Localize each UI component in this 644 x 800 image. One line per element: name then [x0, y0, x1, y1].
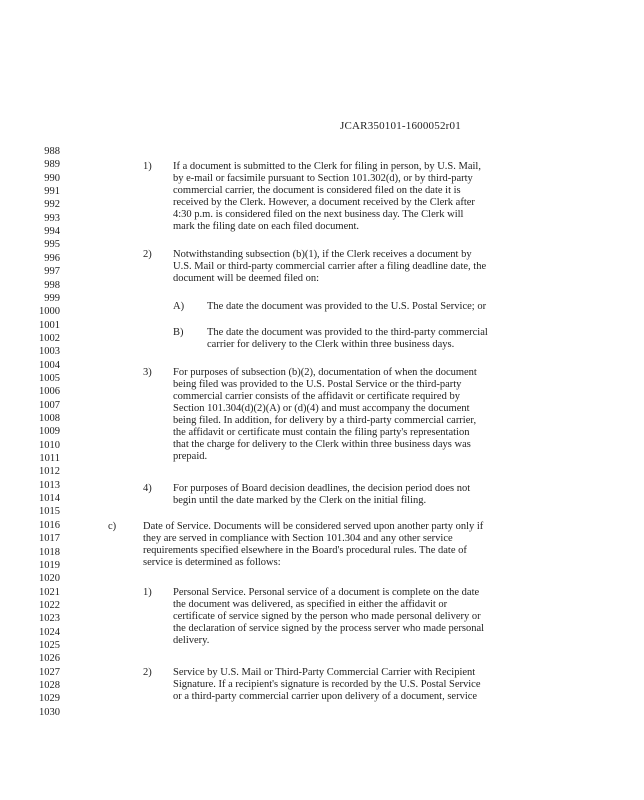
paragraph-c-line: service is determined as follows: — [143, 557, 281, 568]
paragraph-c2-line: Signature. If a recipient's signature is recorded by the U.S. Postal Service — [173, 679, 481, 690]
line-number: 1008 — [39, 413, 60, 424]
line-number: 1003 — [39, 346, 60, 358]
paragraph-b2-line: U.S. Mail or third-party commercial carrier after a filing deadline date, the — [173, 261, 487, 272]
line-number: 1010 — [39, 439, 60, 451]
paragraph-b3-line: Section 101.304(d)(2)(A) or (d)(4) and must accompany the document — [173, 403, 470, 414]
line-number: 1012 — [39, 466, 60, 478]
line-number: 1015 — [39, 506, 60, 518]
line-number: 1018 — [39, 546, 60, 558]
marker-b2: 2) — [143, 249, 152, 260]
line-number: 1027 — [39, 666, 60, 678]
marker-b4: 4) — [143, 483, 152, 494]
paragraph-b2b-line: The date the document was provided to the third-party commercial — [207, 327, 488, 338]
line-number: 1023 — [39, 613, 60, 625]
paragraph-c-line: requirements specified elsewhere in the Board's procedural rules. The date of — [143, 545, 467, 556]
line-number: 1017 — [39, 533, 60, 545]
paragraph-c1-line: the declaration of service signed by the process server who made personal — [173, 623, 485, 634]
paragraph-c1-line: certificate of service signed by the person who made personal delivery or — [173, 611, 481, 622]
line-number: 1016 — [39, 519, 60, 531]
paragraph-b1-line: received by the Clerk. However, a document received by the Clerk after — [173, 197, 475, 208]
paragraph-b4-line: begin until the date marked by the Clerk on the initial filing. — [173, 495, 427, 506]
paragraph-b2a-line: The date the document was provided to the U.S. Postal Service; or — [207, 301, 487, 312]
line-number: 990 — [44, 172, 60, 184]
line-number: 1005 — [39, 372, 60, 384]
line-number: 996 — [44, 252, 60, 264]
paragraph-c1-line: delivery. — [173, 635, 210, 646]
line-number: 1006 — [39, 386, 60, 398]
line-number: 992 — [44, 199, 60, 211]
line-number: 1020 — [39, 573, 60, 585]
paragraph-b3-line: prepaid. — [173, 451, 208, 462]
line-number: 998 — [44, 279, 60, 291]
paragraph-b1-line: If a document is submitted to the Clerk for filing in person, by U.S. Mail, — [173, 161, 481, 172]
line-number: 1001 — [39, 319, 60, 331]
marker-b2b: B) — [173, 327, 184, 338]
line-number: 1026 — [39, 653, 60, 665]
paragraph-b3-line: being filed. In addition, for delivery by a third-party commercial carrier, — [173, 415, 477, 426]
paragraph-b3-line: For purposes of subsection (b)(2), documentation of when the document — [173, 367, 477, 378]
line-number: 1019 — [39, 559, 60, 571]
line-number: 995 — [44, 239, 60, 251]
line-number: 1013 — [39, 479, 60, 491]
line-number: 1004 — [39, 359, 60, 371]
line-number: 988 — [44, 146, 60, 157]
marker-c2: 2) — [143, 667, 152, 678]
paragraph-b3-line: being filed was provided to the U.S. Postal Service or the third-party — [173, 379, 462, 390]
paragraph-b2b-line: carrier for delivery to the Clerk within three business days. — [207, 339, 455, 350]
line-number: 997 — [44, 266, 60, 278]
paragraph-c1-line: the document was delivered, as specified in either the affidavit or — [173, 599, 448, 610]
line-number: 1007 — [39, 399, 60, 411]
paragraph-c-line: they are served in compliance with Section 101.304 and any other service — [143, 533, 453, 544]
line-number: 993 — [44, 212, 60, 224]
paragraph-b3-line: commercial carrier consists of the affidavit or certificate required by — [173, 391, 460, 402]
line-number: 1014 — [39, 493, 60, 505]
paragraph-b4-line: For purposes of Board decision deadlines, the decision period does not — [173, 483, 471, 494]
paragraph-b3-line: the affidavit or certificate must contain the filing party's representation — [173, 427, 470, 438]
paragraph-b2-line: document will be deemed filed on: — [173, 273, 320, 284]
paragraph-c-line: Date of Service. Documents will be considered served upon another party only if — [143, 521, 484, 532]
line-number: 1022 — [39, 599, 60, 611]
line-number: 1028 — [39, 680, 60, 691]
paragraph-b2-line: Notwithstanding subsection (b)(1), if the Clerk receives a document by — [173, 249, 472, 260]
marker-b1: 1) — [143, 161, 152, 172]
line-number: 1002 — [39, 332, 60, 344]
line-number: 1029 — [39, 693, 60, 705]
marker-b2a: A) — [173, 301, 185, 312]
line-number: 1011 — [39, 453, 60, 465]
document-id: JCAR350101-1600052r01 — [340, 120, 461, 132]
line-number: 994 — [44, 226, 60, 238]
line-number: 1030 — [39, 706, 60, 718]
marker-c1: 1) — [143, 587, 152, 598]
line-number: 991 — [44, 186, 60, 198]
paragraph-b1-line: by e-mail or facsimile pursuant to Section 101.302(d), or by third-party — [173, 173, 473, 184]
line-number: 1009 — [39, 426, 60, 438]
paragraph-b1-line: 4:30 p.m. is considered filed on the next business day. The Clerk will — [173, 209, 464, 220]
marker-c: c) — [108, 521, 117, 532]
paragraph-b3-line: that the charge for delivery to the Clerk within three business days was — [173, 439, 471, 450]
line-number: 1000 — [39, 306, 60, 318]
paragraph-c2-line: Service by U.S. Mail or Third-Party Commercial Carrier with Recipient — [173, 667, 476, 678]
paragraph-b1-line: commercial carrier, the document is considered filed on the date it is — [173, 185, 461, 196]
line-number: 999 — [44, 292, 60, 304]
line-number: 1024 — [39, 626, 60, 638]
line-number: 1021 — [39, 586, 60, 598]
paragraph-c1-line: Personal Service. Personal service of a document is complete on the date — [173, 587, 480, 598]
line-number: 1025 — [39, 640, 60, 651]
line-number: 989 — [44, 159, 60, 171]
paragraph-b1-line: mark the filing date on each filed document. — [173, 221, 360, 232]
paragraph-c2-line: or a third-party commercial carrier upon delivery of a document, service — [173, 691, 478, 702]
marker-b3: 3) — [143, 367, 152, 378]
